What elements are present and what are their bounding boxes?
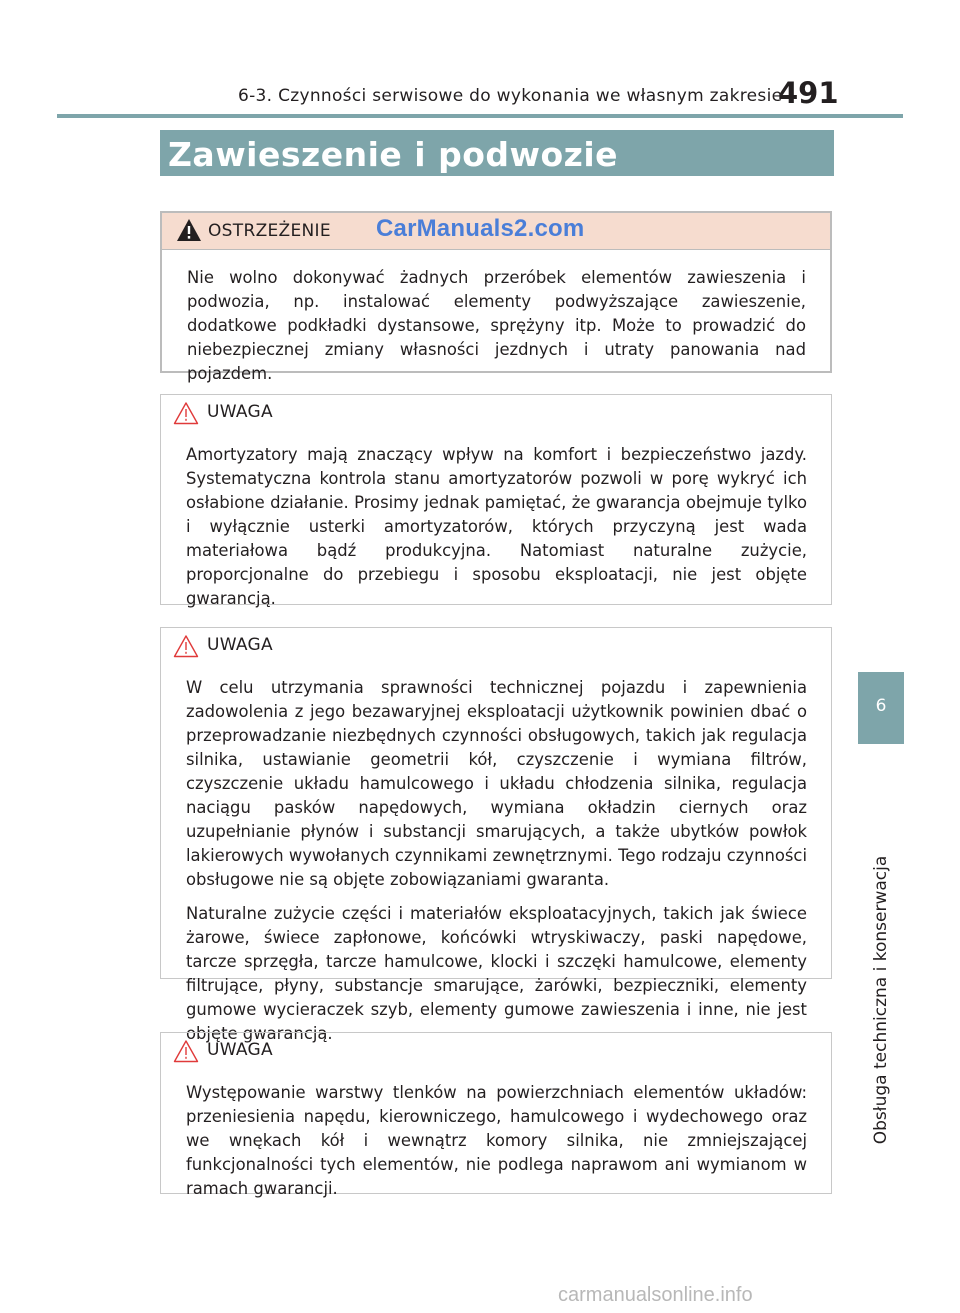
page-number: 491 xyxy=(778,76,839,110)
caution-box xyxy=(160,627,832,1043)
caution-header xyxy=(161,628,831,676)
caution-text: Amortyzatory mają znaczący wpływ na komfort i bezpieczeństwo jazdy. Systematyczna kontrola stanu amortyzatorów pozwoli w porę wykryć ich osłabione działanie. Prosimy jednak pamiętać, że gwarancja obejmuje tylko i wyłącznie usterki amortyzatorów, których przyczyną jest wada materiałowa bądź produkcyjna. Natomiast naturalne zużycie, proporcjonalne do przebiegu i sposobu eksploatacji, nie jest objęte gwarancją. xyxy=(186,445,807,608)
chapter-title: 6-3. Czynności serwisowe do wykonania we własnym zakresie xyxy=(238,86,783,106)
side-tab-label: Obsługa techniczna i konserwacja xyxy=(871,855,891,1145)
caution-icon xyxy=(173,634,199,658)
caution-label: UWAGA xyxy=(207,402,273,422)
caution-text: Naturalne zużycie części i materiałów eksploatacyjnych, takich jak świece żarowe, świece zapłonowe, końcówki wtryskiwaczy, paski napędowe, tarcze sprzęgła, tarcze hamulcowe, klocki i szczęki hamulcowe, elementy filtrujące, płyny, substancje smarujące, żarówki, bezpieczniki, elementy gumowe wycieraczek szyb, elementy gumowe zawieszenia i inne, nie jest objęte gwarancją. xyxy=(186,904,807,1043)
caution-header xyxy=(161,395,831,443)
side-tab-number: 6 xyxy=(875,696,887,716)
warning-text: Nie wolno dokonywać żadnych przeróbek elementów zawieszenia i podwozia, np. instalować elementy podwyższające zawieszenie, dodatkowe podkładki dystansowe, sprężyny itp. Może to prowadzić do niebezpiecznej zmiany własności jezdnych i utraty panowania nad pojazdem. xyxy=(187,268,806,383)
warning-header xyxy=(162,213,830,250)
footer-watermark: carmanualsonline.info xyxy=(558,1284,753,1306)
caution-box xyxy=(160,394,832,608)
caution-icon xyxy=(173,401,199,425)
caution-header xyxy=(161,1033,831,1081)
caution-icon xyxy=(173,1039,199,1063)
caution-label: UWAGA xyxy=(207,1040,273,1060)
warning-box xyxy=(160,211,832,383)
caution-text: Występowanie warstwy tlenków na powierzchniach elementów układów: przeniesienia napędu, kierowniczego, hamulcowego i wydechowego oraz we wnękach kół i wewnątrz komory silnika, nie zmniejszającej funkcjonalności tych elementów, nie podlega naprawom ani wymianom w ramach gwarancji. xyxy=(186,1083,807,1198)
warning-icon xyxy=(176,218,202,242)
section-title: Zawieszenie i podwozie xyxy=(168,135,619,174)
warning-label: OSTRZEŻENIE xyxy=(208,221,331,241)
header-rule xyxy=(57,114,903,118)
caution-text: W celu utrzymania sprawności technicznej pojazdu i zapewnienia zadowolenia z jego bezawaryjnej eksploatacji użytkownik powinien dbać o przeprowadzanie niezbędnych czynności obsługowych, takich jak regulacja silnika, ustawianie geometrii kół, czyszczenie i wymiana filtrów, czyszczenie układu hamulcowego i układu chłodzenia silnika, regulacja naciągu pasków napędowych, wymiana okładzin ciernych oraz uzupełnianie płynów i substancji smarujących, a także ubytków powłok lakierowych wywołanych czynnikami zewnętrznymi. Tego rodzaju czynności obsługowe nie są objęte zobowiązaniami gwaranta. xyxy=(186,678,807,889)
watermark-logo: CarManuals2.com xyxy=(376,215,585,242)
caution-box xyxy=(160,1032,832,1198)
caution-label: UWAGA xyxy=(207,635,273,655)
